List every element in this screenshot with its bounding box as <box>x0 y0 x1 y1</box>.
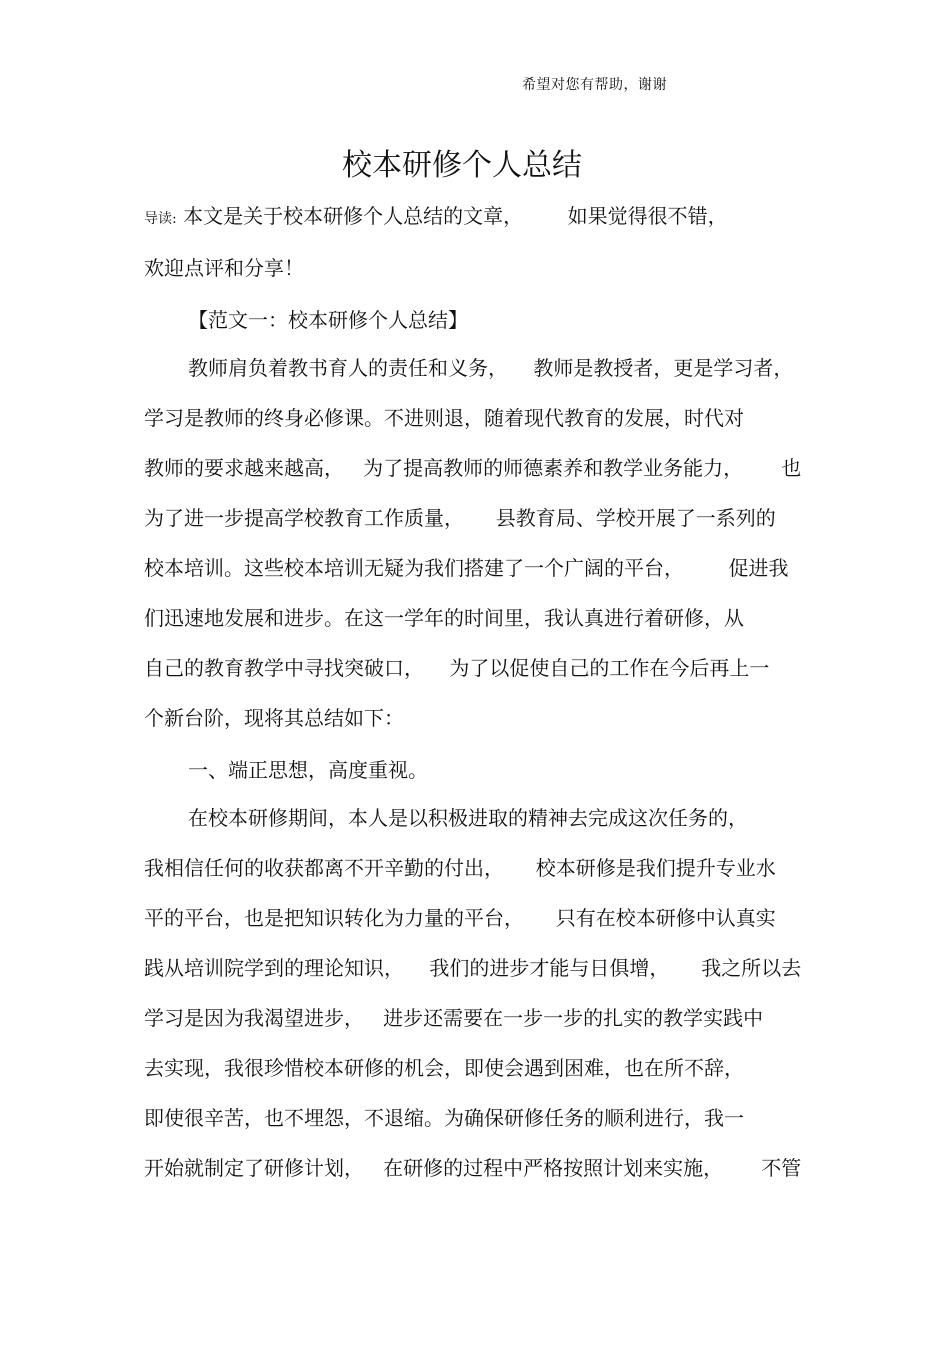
intro-text: 本文是关于校本研修个人总结的文章， 如果觉得很不错， <box>176 204 728 228</box>
body-line: 校本培训。这些校本培训无疑为我们搭建了一个广阔的平台， 促进我 <box>144 556 789 580</box>
header-note: 希望对您有帮助，谢谢 <box>522 77 667 93</box>
body-line: 去实现，我很珍惜校本研修的机会，即使会遇到困难，也在所不辞， <box>144 1056 744 1080</box>
body-line: 在校本研修期间，本人是以积极进取的精神去完成这次任务的， <box>188 806 748 830</box>
body-line: 自己的教育教学中寻找突破口， 为了以促使自己的工作在今后再上一 <box>144 656 770 680</box>
body-line: 们迅速地发展和进步。在这一学年的时间里，我认真进行着研修，从 <box>144 606 744 630</box>
intro-paragraph-line-1 <box>144 202 728 233</box>
body-line: 个新台阶，现将其总结如下： <box>144 706 404 730</box>
intro-label: 导读: <box>144 211 177 227</box>
body-line: 学习是因为我渴望进步， 进步还需要在一步一步的扎实的教学实践中 <box>144 1006 764 1030</box>
body-line: 即使很辛苦，也不埋怨，不退缩。为确保研修任务的顺利进行，我一 <box>144 1106 744 1130</box>
body-line: 学习是教师的终身必修课。不进则退，随着现代教育的发展，时代对 <box>144 406 744 430</box>
body-line: 教师肩负着教书育人的责任和义务， 教师是教授者，更是学习者， <box>188 356 794 380</box>
body-line: 开始就制定了研修计划， 在研修的过程中严格按照计划来实施， 不管 <box>144 1156 802 1180</box>
subsection-heading: 一、端正思想，高度重视。 <box>188 758 428 782</box>
body-line: 我相信任何的收获都离不开辛勤的付出， 校本研修是我们提升专业水 <box>144 856 776 880</box>
page-title: 校本研修个人总结 <box>342 148 582 183</box>
body-line: 践从培训院学到的理论知识， 我们的进步才能与日俱增， 我之所以去 <box>144 956 802 980</box>
body-line: 教师的要求越来越高， 为了提高教师的师德素养和教学业务能力， 也 <box>144 456 802 480</box>
intro-paragraph-line-2: 欢迎点评和分享！ <box>144 256 304 280</box>
body-line: 平的平台，也是把知识转化为力量的平台， 只有在校本研修中认真实 <box>144 906 776 930</box>
section-heading: 【范文一：校本研修个人总结】 <box>188 308 468 332</box>
body-line: 为了进一步提高学校教育工作质量， 县教育局、学校开展了一系列的 <box>144 506 776 530</box>
